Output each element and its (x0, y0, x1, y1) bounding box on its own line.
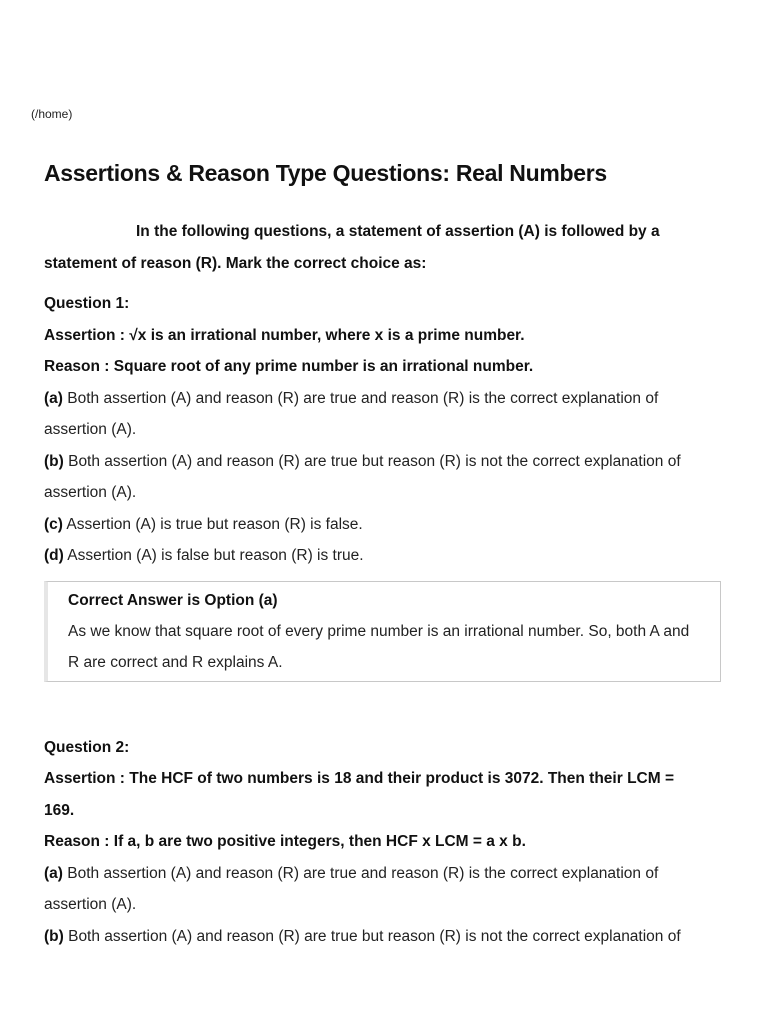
option-a (44, 858, 724, 890)
option-a (44, 383, 724, 415)
question-heading: Question 2: (44, 738, 130, 756)
answer-title: Correct Answer is Option (a) (68, 591, 278, 609)
question-1 (44, 288, 724, 682)
option-b (44, 921, 724, 953)
question-heading: Question 1: (44, 295, 130, 312)
option-b-continued: assertion (A). (44, 484, 137, 501)
question-reason: Reason : Square root of any prime number is an irrational number. (44, 358, 534, 375)
option-text: Assertion (A) is true but reason (R) is false. (62, 515, 363, 533)
option-c (44, 509, 724, 541)
question-assertion: Assertion : The HCF of two numbers is 18 and their product is 3072. Then their LCM = (44, 770, 674, 787)
option-a-continued: assertion (A). (44, 896, 137, 913)
option-label: (d) (44, 547, 64, 564)
option-d (44, 540, 724, 572)
answer-box (44, 581, 721, 682)
option-a-continued: assertion (A). (44, 421, 137, 438)
question-assertion-continued: 169. (44, 801, 75, 819)
option-text: Assertion (A) is false but reason (R) is true. (63, 547, 364, 564)
option-text: Both assertion (A) and reason (R) are true and reason (R) is the correct explanation of (62, 389, 659, 407)
option-text: Both assertion (A) and reason (R) are true and reason (R) is the correct explanation of (62, 864, 659, 882)
option-label: (c) (44, 515, 63, 533)
option-label: (b) (44, 452, 64, 470)
home-link[interactable]: (/home) (31, 107, 73, 121)
intro-instructions: In the following questions, a statement of assertion (A) is followed by a statement of reason (R). Mark the correct choice as: (44, 223, 660, 272)
option-label: (a) (44, 389, 63, 407)
option-text: Both assertion (A) and reason (R) are true but reason (R) is not the correct explanation of (63, 452, 681, 470)
question-assertion: Assertion : √x is an irrational number, where x is a prime number. (44, 326, 525, 344)
page-title: Assertions & Reason Type Questions: Real Numbers (44, 160, 607, 186)
question-2 (44, 732, 724, 953)
option-label: (a) (44, 864, 63, 882)
questions-container (44, 288, 724, 952)
answer-explanation: As we know that square root of every prime number is an irrational number. So, both A and R are correct and R explains A. (68, 622, 690, 671)
option-text: Both assertion (A) and reason (R) are true but reason (R) is not the correct explanation of (63, 927, 681, 945)
option-b (44, 446, 724, 478)
option-label: (b) (44, 927, 64, 945)
question-reason: Reason : If a, b are two positive integers, then HCF x LCM = a x b. (44, 833, 526, 850)
